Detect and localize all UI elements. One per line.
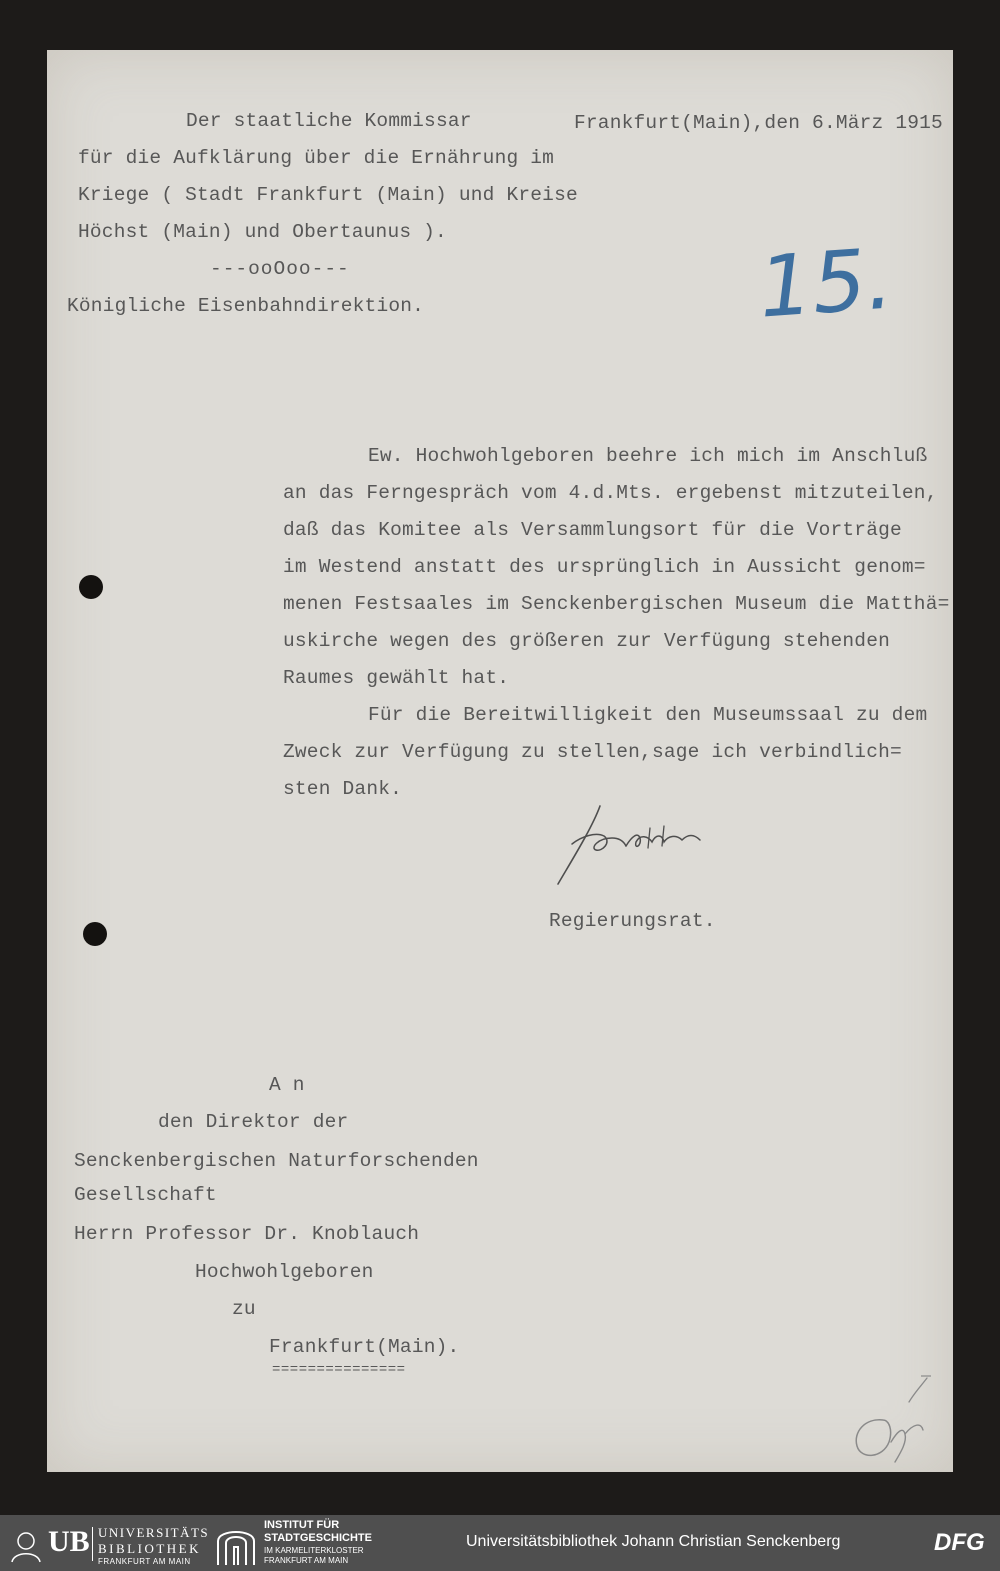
sender-line-2: für die Aufklärung über die Ernährung im (78, 147, 555, 169)
sender-line-1: Der staatliche Kommissar (186, 110, 472, 132)
isg-line3: IM KARMELITERKLOSTER (264, 1546, 364, 1555)
isg-arch-icon (214, 1521, 258, 1567)
pencil-initials (835, 1372, 945, 1472)
address-line-4: Gesellschaft (74, 1184, 217, 1206)
sender-rule: ---ooOoo--- (210, 258, 350, 280)
address-line-2: den Direktor der (158, 1111, 349, 1133)
isg-line2: STADTGESCHICHTE (264, 1532, 372, 1544)
body-line-3: daß das Komitee als Versammlungsort für die Vorträge (283, 519, 902, 541)
sender-line-4: Höchst (Main) und Obertaunus ). (78, 221, 447, 243)
footer-center-text: Universitätsbibliothek Johann Christian Senckenberg (466, 1533, 841, 1550)
address-line-6: Hochwohlgeboren (195, 1261, 374, 1283)
body-line-8: Für die Bereitwilligkeit den Museumssaal zu dem (368, 704, 928, 726)
dfg-logo: DFG (934, 1529, 985, 1556)
ub-name-line1: UNIVERSITÄTS (98, 1525, 210, 1540)
place-date: Frankfurt(Main),den 6.März 1915 (574, 112, 943, 134)
isg-line1: INSTITUT FÜR (264, 1519, 340, 1531)
letter-page (47, 50, 953, 1472)
body-line-2: an das Ferngespräch vom 4.d.Mts. ergebenst mitzuteilen, (283, 482, 938, 504)
ub-name-line3: FRANKFURT AM MAIN (98, 1557, 191, 1566)
sender-line-3: Kriege ( Stadt Frankfurt (Main) und Kreise (78, 184, 578, 206)
signature-title: Regierungsrat. (549, 910, 716, 932)
body-line-4: im Westend anstatt des ursprünglich in Aussicht genom= (283, 556, 926, 578)
ub-portrait-icon (6, 1529, 46, 1563)
body-line-10: sten Dank. (283, 778, 403, 800)
body-line-9: Zweck zur Verfügung zu stellen,sage ich verbindlich= (283, 741, 902, 763)
body-line-1: Ew. Hochwohlgeboren beehre ich mich im Anschluß (368, 445, 928, 467)
handwritten-signature (552, 798, 722, 893)
body-line-7: Raumes gewählt hat. (283, 667, 510, 689)
ub-divider (92, 1527, 93, 1561)
address-line-5: Herrn Professor Dr. Knoblauch (74, 1223, 420, 1245)
address-line-8: Frankfurt(Main). (269, 1336, 460, 1358)
address-rule: =============== (272, 1362, 406, 1378)
address-line-7: zu (232, 1298, 256, 1320)
ub-name-line2: BIBLIOTHEK (98, 1541, 201, 1556)
address-line-3: Senckenbergischen Naturforschenden (74, 1150, 479, 1172)
address-line-1: A n (269, 1074, 305, 1096)
punch-hole-top (79, 575, 103, 599)
punch-hole-bottom (83, 922, 107, 946)
footer-bar (0, 1515, 1000, 1571)
body-line-5: menen Festsaales im Senckenbergischen Museum die Matthä= (283, 593, 950, 615)
ub-logo-abbr: UB (48, 1525, 90, 1558)
body-line-6: uskirche wegen des größeren zur Verfügung stehenden (283, 630, 890, 652)
recipient-office: Königliche Eisenbahndirektion. (67, 295, 425, 317)
archive-number-mark: 15. (755, 229, 896, 337)
isg-line4: FRANKFURT AM MAIN (264, 1556, 349, 1565)
